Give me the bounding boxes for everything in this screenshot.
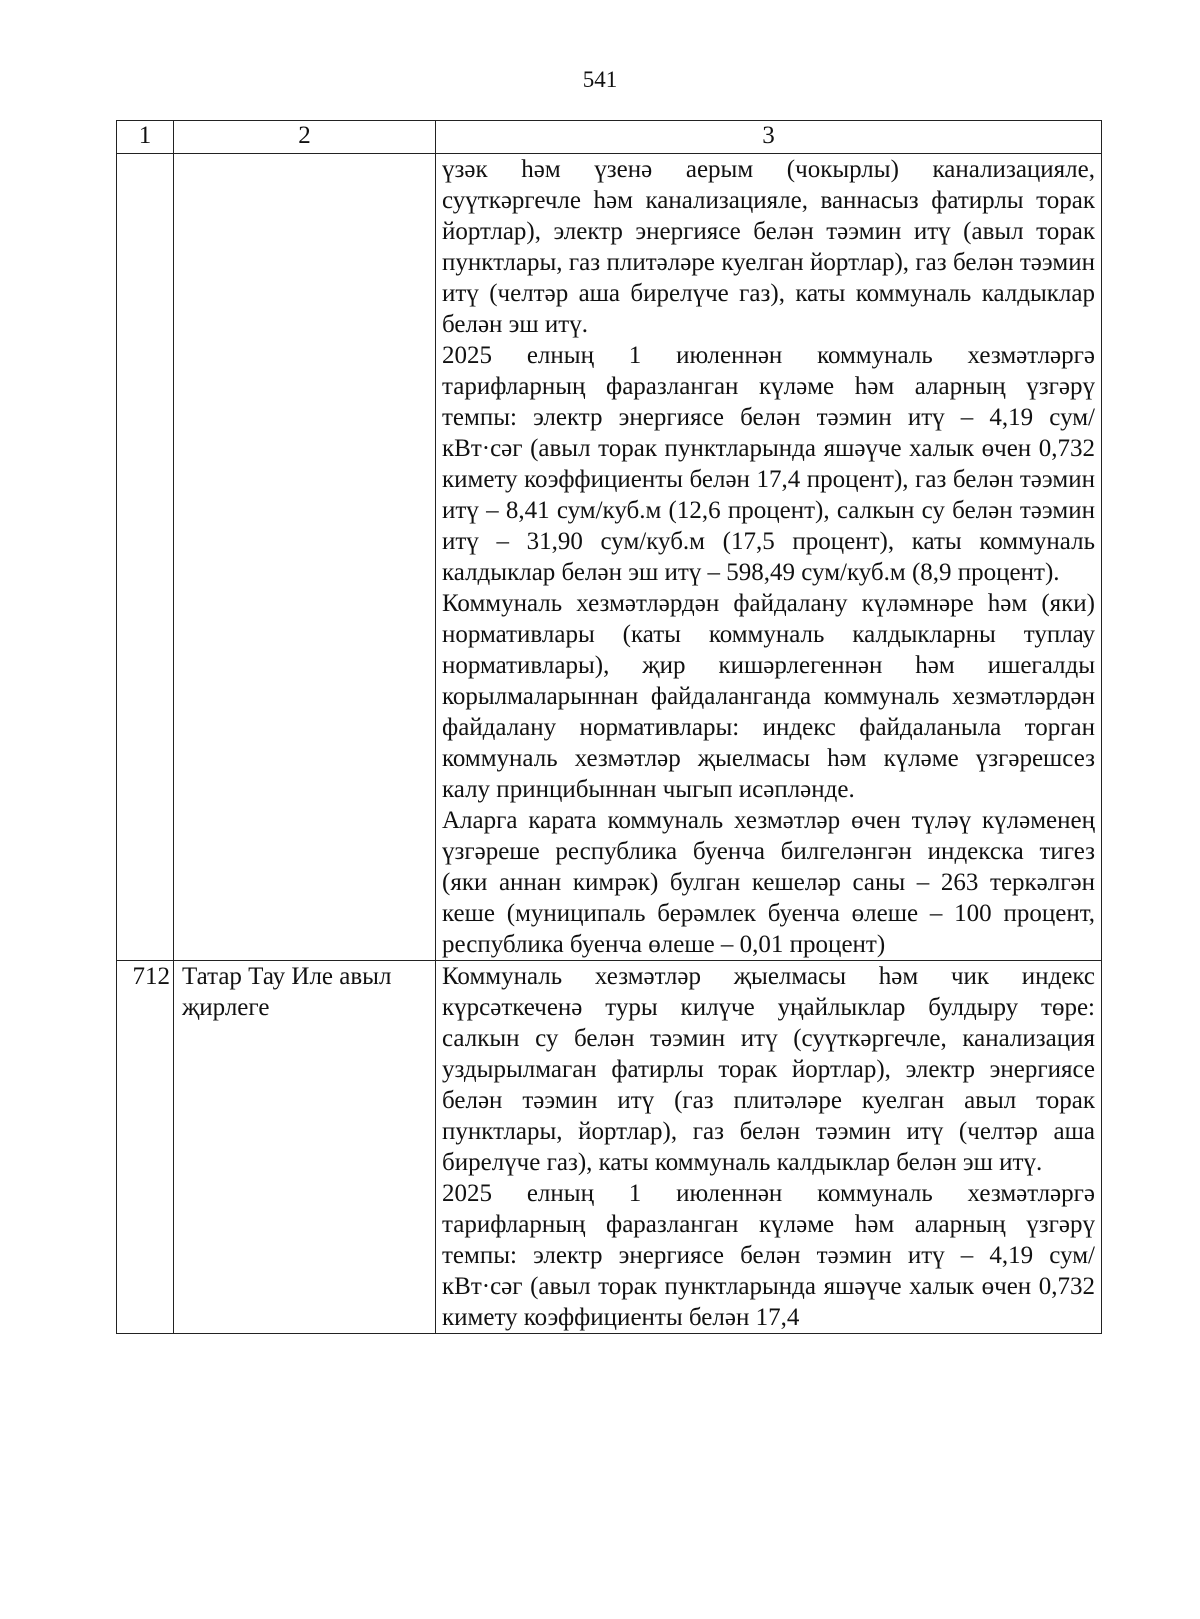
row-number	[117, 154, 174, 961]
data-table	[116, 120, 1102, 1334]
row-content	[436, 154, 1102, 961]
table-row	[117, 154, 1102, 961]
content-paragraph: 2025 елның 1 июленнән коммуналь хезмәтләргә тарифларның фаразланган күләме һәм аларның үзгәрү темпы: электр энергиясе белән тәэмин итү – 4,19 сум/кВт·сәг (авыл торак пунктларында яшәүче халык өчен 0,732 кимету коэффициенты белән 17,4 процент), газ белән тәэмин итү – 8,41 сум/куб.м (12,6 процент), салкын су белән тәэмин итү – 31,90 сум/куб.м (17,5 процент), каты коммуналь калдыклар белән эш итү – 598,49 сум/куб.м (8,9 процент).	[442, 342, 1095, 586]
content-paragraph: 2025 елның 1 июленнән коммуналь хезмәтләргә тарифларның фаразланган күләме һәм аларның үзгәрү темпы: электр энергиясе белән тәэмин итү – 4,19 сум/кВт·сәг (авыл торак пунктларында яшәүче халык өчен 0,732 кимету коэффициенты белән 17,4	[442, 1180, 1095, 1331]
header-col-3: 3	[436, 121, 1102, 154]
settlement-name: Татар Тау Иле авыл җирлеге	[174, 961, 436, 1334]
row-number: 712	[117, 961, 174, 1334]
page-number: 541	[582, 67, 618, 92]
settlement-name	[174, 154, 436, 961]
header-col-2: 2	[174, 121, 436, 154]
content-paragraph: Аларга карата коммуналь хезмәтләр өчен түләү күләменең үзгәреше республика буенча билгеләнгән индекска тигез (яки аннан кимрәк) булган кешеләр саны – 263 теркәлгән кеше (муниципаль берәмлек буенча өлеше – 100 процент, республика буенча өлеше – 0,01 процент)	[442, 807, 1095, 958]
row-content	[436, 961, 1102, 1334]
table-header-row	[117, 121, 1102, 154]
table-row	[117, 961, 1102, 1334]
content-paragraph: үзәк һәм үзенә аерым (чокырлы) канализацияле, суүткәргечле һәм канализацияле, ваннасыз фатирлы торак йортлар), электр энергиясе белән тәэмин итү (авыл торак пунктлары, газ плитәләре куелган йортлар), газ белән тәэмин итү (челтәр аша бирелүче газ), каты коммуналь калдыклар белән эш итү.	[442, 156, 1095, 338]
content-paragraph: Коммуналь хезмәтләрдән файдалану күләмнәре һәм (яки) нормативлары (каты коммуналь калдыкларны туплау нормативлары), җир кишәрлегеннән һәм ишегалды корылмаларыннан файдаланганда коммуналь хезмәтләрдән файдалану нормативлары: индекс файдаланыла торган коммуналь хезмәтләр җыелмасы һәм күләме үзгәрешсез калу принцибыннан чыгып исәпләнде.	[442, 590, 1095, 803]
content-paragraph: Коммуналь хезмәтләр җыелмасы һәм чик индекс күрсәткеченә туры килүче уңайлыклар булдыру төре: салкын су белән тәэмин итү (суүткәргечле, канализация уздырылмаган фатирлы торак йортлар), электр энергиясе белән тәэмин итү (газ плитәләре куелган авыл торак пунктлары, йортлар), газ белән тәэмин итү (челтәр аша бирелүче газ), каты коммуналь калдыклар белән эш итү.	[442, 963, 1095, 1176]
header-col-1: 1	[117, 121, 174, 154]
